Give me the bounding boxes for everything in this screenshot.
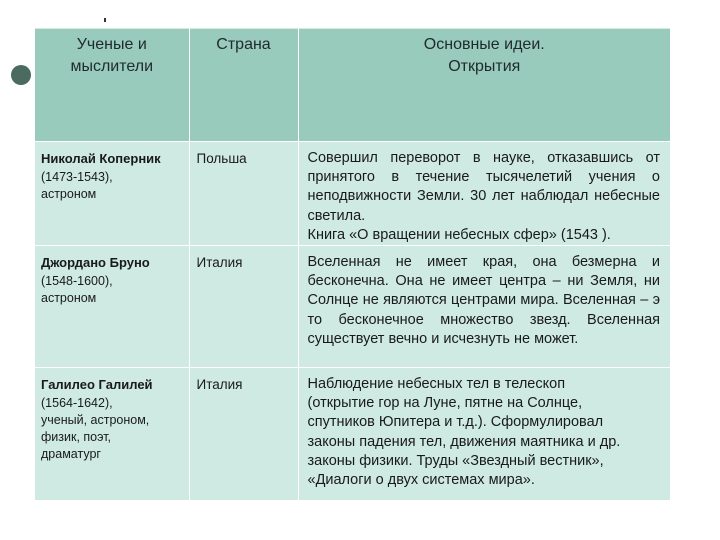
country-cell	[189, 142, 298, 246]
scientist-cell	[35, 142, 189, 246]
scientist-name: Николай Коперник	[41, 151, 161, 166]
country-cell	[189, 368, 298, 501]
scientist-cell	[35, 368, 189, 501]
scientist-name: Джордано Бруно	[41, 255, 150, 271]
stray-mark	[104, 18, 106, 22]
country-label: Италия	[196, 255, 243, 271]
table-row	[35, 246, 670, 368]
header-country	[189, 29, 298, 142]
country-cell	[189, 246, 298, 368]
ideas-cell	[298, 142, 670, 246]
ideas-text: Вселенная не имеет края, она безмерна и бесконечна. Она не имеет центра – ни Земля, ни Солнце не являются центрами мира. Вселенная – э то бесконечное множество звезд. Вселенная существует вечно и исчезнуть не может.	[307, 254, 660, 347]
table-row	[35, 368, 670, 501]
bullet-icon	[11, 65, 31, 85]
ideas-text: Совершил переворот в науке, отказавшись от принятого в течение тысячелетий учения о неподвижности Земли. 30 лет наблюдал небесные светила. Книга «О вращении небесных сфер» (1543 ).	[307, 150, 660, 243]
country-label: Италия	[196, 377, 243, 393]
scientist-name: Галилео Галилей	[41, 377, 153, 393]
ideas-cell	[298, 246, 670, 368]
header-row	[35, 29, 670, 142]
ideas-text: Наблюдение небесных тел в телескоп (открытие гор на Луне, пятне на Солнце, спутников Юпитера и т.д.). Сформулировал законы падения тел, движения маятника и др. законы физики. Труды «Звездный вестник», «Диалоги о двух системах мира».	[307, 376, 621, 489]
header-ideas	[298, 29, 670, 142]
scientists-table	[35, 28, 670, 500]
scientist-cell	[35, 246, 189, 368]
scientist-details: (1564-1642), ученый, астроном, физик, поэт, драматург	[41, 396, 150, 462]
header-scientists-label: Ученые и мыслители	[70, 36, 154, 75]
header-ideas-label: Основные идеи. Открытия	[423, 36, 545, 75]
header-scientists	[35, 29, 189, 142]
country-label: Польша	[196, 151, 247, 166]
header-country-label: Страна	[216, 36, 271, 53]
scientist-details: (1473-1543), астроном	[41, 170, 113, 201]
table-row	[35, 142, 670, 246]
scientist-details: (1548-1600), астроном	[41, 274, 113, 306]
ideas-cell	[298, 368, 670, 501]
